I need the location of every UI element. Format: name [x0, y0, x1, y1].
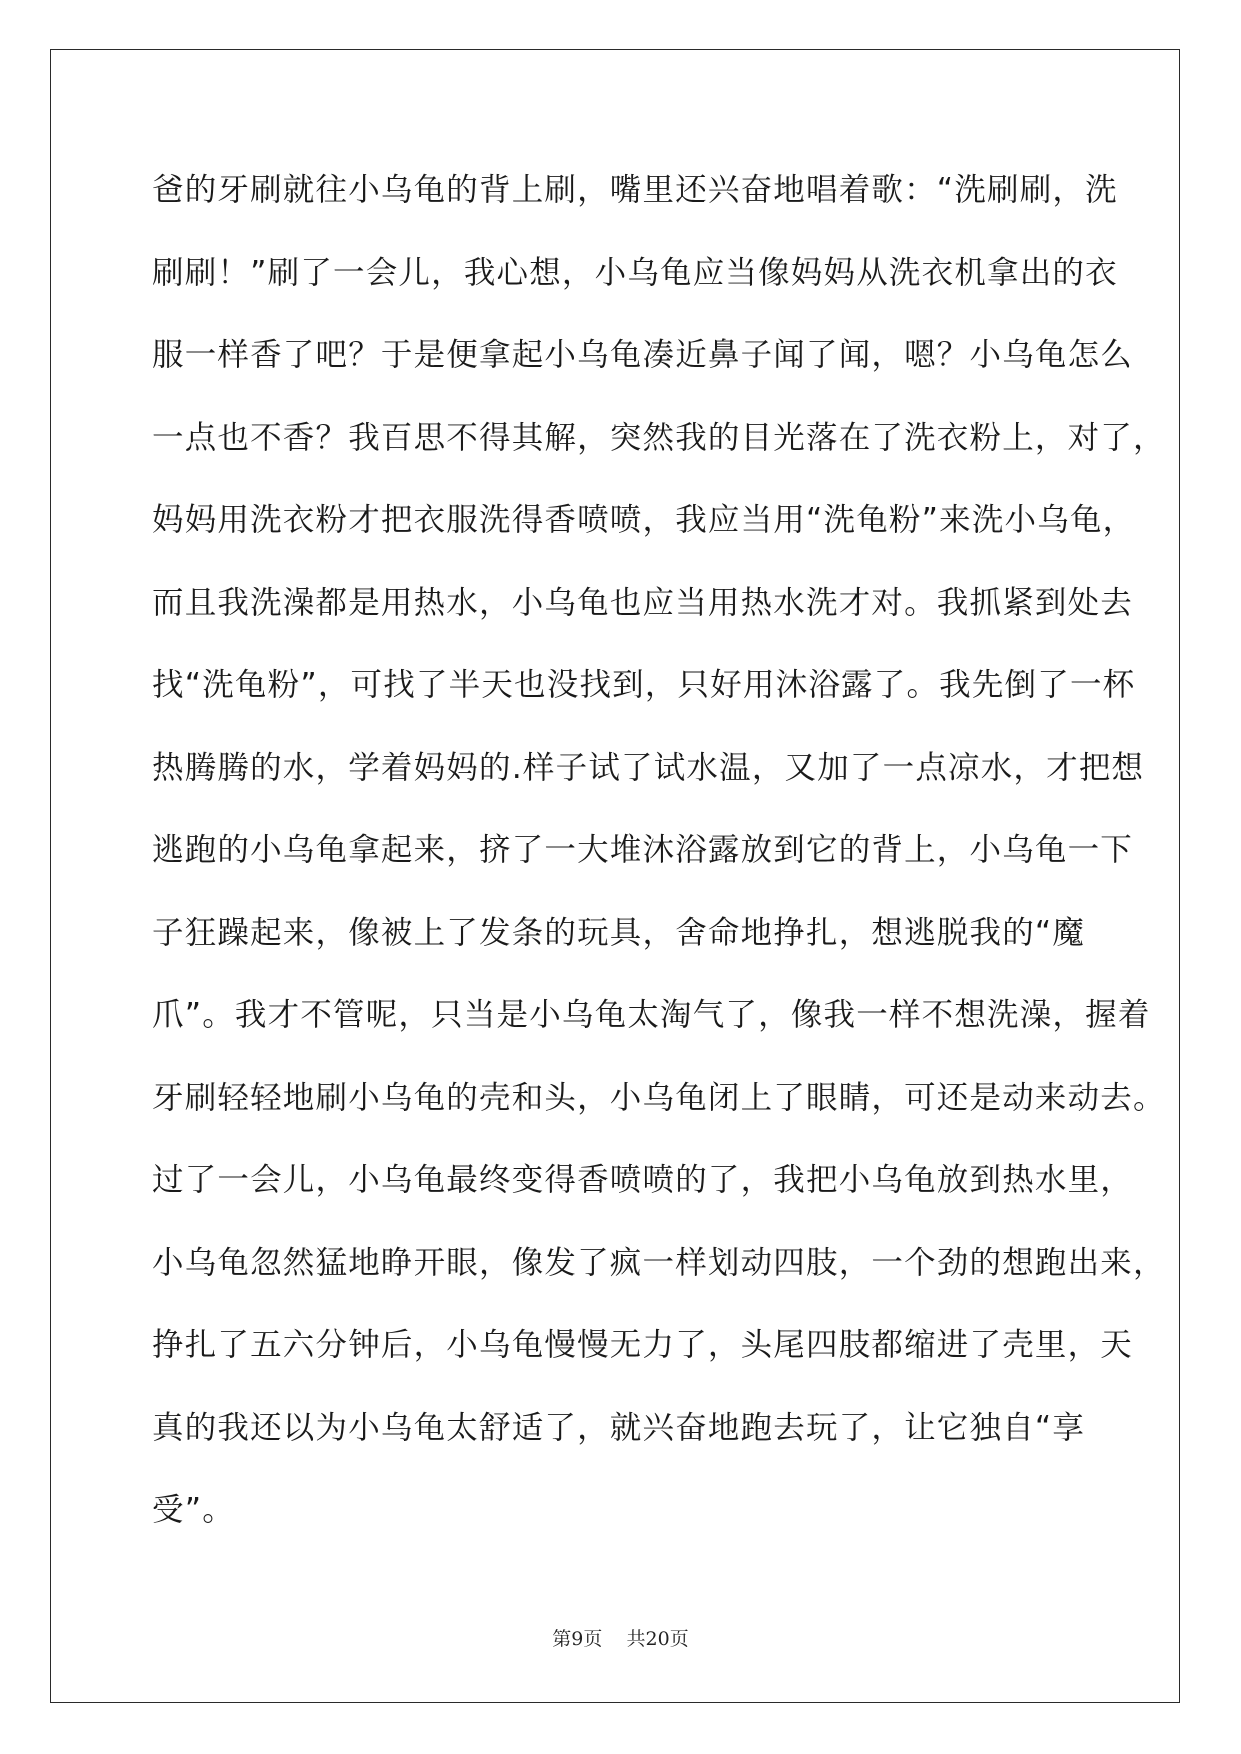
text-line: 挣扎了五六分钟后，小乌龟慢慢无力了，头尾四肢都缩进了壳里，天	[152, 1327, 1134, 1363]
text-line: 牙刷轻轻地刷小乌龟的壳和头，小乌龟闭上了眼睛，可还是动来动去。	[152, 1079, 1166, 1116]
text-line: 逃跑的小乌龟拿起来，挤了一大堆沐浴露放到它的背上，小乌龟一下	[152, 832, 1134, 868]
text-line: 爪”。我才不管呢，只当是小乌龟太淘气了，像我一样不想洗澡，握着	[152, 997, 1151, 1033]
text-line: 妈妈用洗衣粉才把衣服洗得香喷喷，我应当用“洗龟粉”来洗小乌龟，	[152, 502, 1136, 538]
page-total: 共20页	[626, 1628, 689, 1650]
text-line: 服一样香了吧？于是便拿起小乌龟凑近鼻子闻了闻，嗯？小乌龟怎么	[152, 337, 1134, 373]
body-text	[152, 160, 1166, 1563]
text-line: 过了一会儿，小乌龟最终变得香喷喷的了，我把小乌龟放到热水里，	[152, 1162, 1134, 1198]
page-number: 第9页	[552, 1628, 603, 1650]
text-line: 小乌龟忽然猛地睁开眼，像发了疯一样划动四肢，一个劲的想跑出来，	[152, 1244, 1166, 1281]
text-line: 热腾腾的水，学着妈妈的.样子试了试水温，又加了一点凉水，才把想	[152, 749, 1145, 786]
text-line: 找“洗龟粉”，可找了半天也没找到，只好用沐浴露了。我先倒了一杯	[152, 667, 1136, 703]
text-line: 一点也不香？我百思不得其解，突然我的目光落在了洗衣粉上，对了，	[152, 419, 1166, 456]
text-line: 子狂躁起来，像被上了发条的玩具，舍命地挣扎，想逃脱我的“魔	[152, 914, 1086, 951]
text-line: 而且我洗澡都是用热水，小乌龟也应当用热水洗才对。我抓紧到处去	[152, 584, 1134, 621]
text-line: 刷刷！”刷了一会儿，我心想，小乌龟应当像妈妈从洗衣机拿出的衣	[152, 254, 1118, 291]
text-line: 爸的牙刷就往小乌龟的背上刷，嘴里还兴奋地唱着歌：“洗刷刷，洗	[152, 172, 1118, 208]
text-line: 真的我还以为小乌龟太舒适了，就兴奋地跑去玩了，让它独自“享	[152, 1409, 1086, 1446]
page-footer	[0, 1624, 1241, 1651]
text-line: 受”。	[152, 1492, 235, 1528]
